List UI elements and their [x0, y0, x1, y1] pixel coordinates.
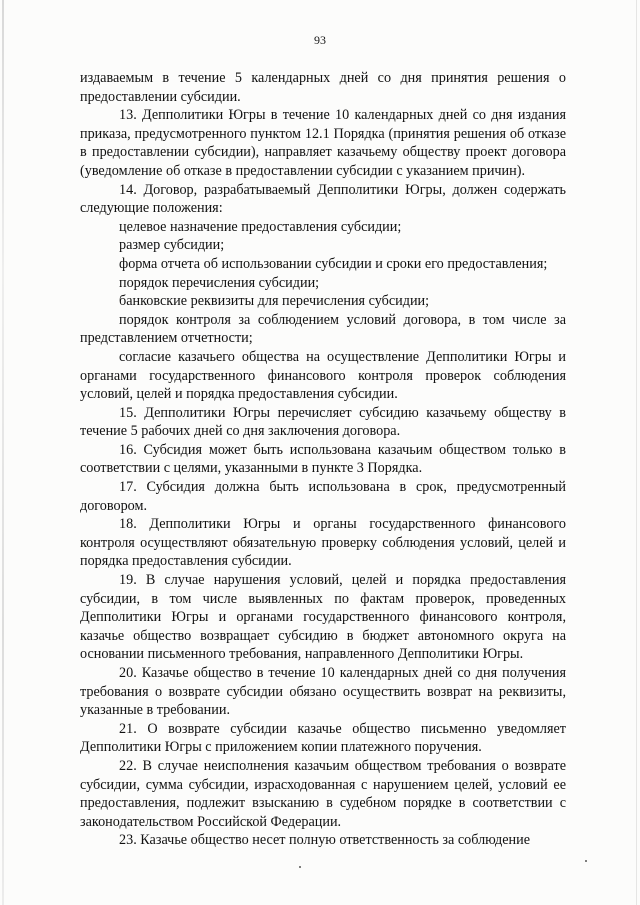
- paragraph-18: 18. Депполитики Югры и органы государственного финансового контроля осуществляют обязательную проверку соблюдения условий, целей и порядка предоставления субсидии.: [80, 516, 566, 570]
- paragraph-16: 16. Субсидия может быть использована казачьим обществом только в соответствии с целями, указанными в пункте 3 Порядка.: [80, 441, 566, 477]
- paragraph-21: 21. О возврате субсидии казачье общество письменно уведомляет Депполитики Югры с приложением копии платежного поручения.: [80, 720, 566, 756]
- list-item-amount: размер субсидии;: [119, 237, 225, 254]
- paragraph-continuation: издаваемым в течение 5 календарных дней со дня принятия решения о предоставлении субсидии.: [80, 70, 566, 105]
- paragraph-17: 17. Субсидия должна быть использована в срок, предусмотренный договором.: [80, 479, 566, 514]
- scan-speck: [299, 866, 301, 868]
- paragraph-20: 20. Казачье общество в течение 10 календарных дней со дня получения требования о возврате субсидии обязано осуществить возврат на реквизиты, указанные в требовании.: [80, 665, 566, 719]
- list-item-transfer-order: порядок перечисления субсидии;: [119, 274, 320, 291]
- paragraph-23: 23. Казачье общество несет полную ответственность за соблюдение: [119, 832, 531, 849]
- document-text: [80, 69, 566, 850]
- paragraph-15: 15. Депполитики Югры перечисляет субсидию казачьему обществу в течение 5 рабочих дней со дня заключения договора.: [80, 404, 566, 440]
- paragraph-19: 19. В случае нарушения условий, целей и порядка предоставления субсидии, в том числе выявленных по фактам проверок, проведенных Депполитики Югры и органами государственного финансового контроля, казачье общество возвращает субсидию в бюджет автономного округа на основании письменного требования, направленного Депполитики Югры.: [80, 572, 566, 663]
- list-item-report-form: форма отчета об использовании субсидии и сроки его предоставления;: [119, 255, 548, 272]
- paragraph-22: 22. В случае неисполнения казачьим обществом требования о возврате субсидии, сумма субсидии, израсходованная с нарушением целей, условий ее предоставления, подлежит взысканию в судебном порядке в соответствии с законодательством Российской Федерации.: [80, 757, 566, 830]
- paragraph-13: 13. Депполитики Югры в течение 10 календарных дней со дня издания приказа, предусмотренного пунктом 12.1 Порядка (принятия решения об отказе в предоставлении субсидии), направляет казачьему обществу проект договора (уведомление об отказе в предоставлении субсидии с указанием причин).: [80, 107, 566, 179]
- page-number: 93: [314, 33, 326, 47]
- list-item-purpose: целевое назначение предоставления субсидии;: [119, 218, 402, 235]
- list-item-control-order: порядок контроля за соблюдением условий договора, в том числе за представлением отчетности;: [80, 311, 566, 347]
- scan-speck: [585, 860, 587, 862]
- list-item-bank-details: банковские реквизиты для перечисления субсидии;: [119, 293, 430, 310]
- scan-edge-right: [636, 0, 637, 905]
- paragraph-14: 14. Договор, разрабатываемый Депполитики Югры, должен содержать следующие положения:: [80, 181, 566, 217]
- scan-edge-left: [2, 0, 4, 905]
- list-item-consent: согласие казачьего общества на осуществление Депполитики Югры и органами государственного финансового контроля проверок соблюдения условий, целей и порядка предоставления субсидии.: [80, 348, 566, 403]
